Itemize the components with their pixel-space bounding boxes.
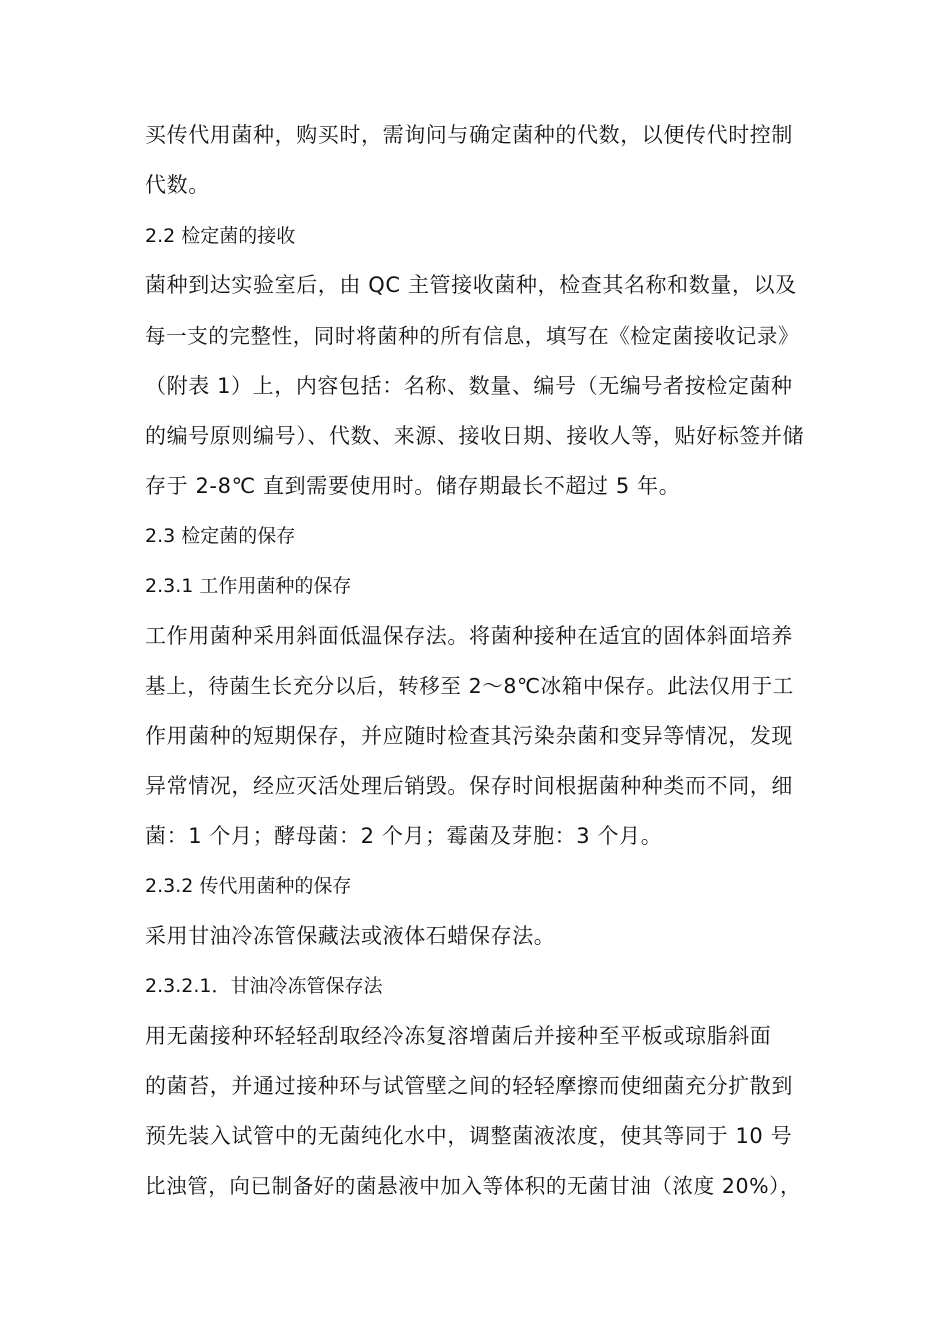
paragraph-line: 买传代用菌种，购买时，需询问与确定菌种的代数，以便传代时控制 (145, 123, 793, 147)
paragraph-line: 菌：1 个月；酵母菌：2 个月；霉菌及芽胞：3 个月。 (145, 824, 663, 848)
paragraph-line: 异常情况，经应灭活处理后销毁。保存时间根据菌种种类而不同，细 (145, 774, 793, 798)
paragraph-line: 作用菌种的短期保存，并应随时检查其污染杂菌和变异等情况，发现 (145, 724, 793, 748)
paragraph-line: 代数。 (145, 173, 210, 197)
paragraph-line: 的编号原则编号）、代数、来源、接收日期、接收人等，贴好标签并储 (145, 424, 805, 448)
paragraph-line: 存于 2-8℃ 直到需要使用时。储存期最长不超过 5 年。 (145, 474, 681, 498)
paragraph-line: 预先装入试管中的无菌纯化水中，调整菌液浓度，使其等同于 10 号 (145, 1124, 793, 1148)
paragraph-line: 基上，待菌生长充分以后，转移至 2～8℃冰箱中保存。此法仅用于工 (145, 674, 794, 698)
paragraph-line: （附表 1）上，内容包括：名称、数量、编号（无编号者按检定菌种 (145, 374, 793, 398)
paragraph-line: 工作用菌种采用斜面低温保存法。将菌种接种在适宜的固体斜面培养 (145, 624, 793, 648)
section-heading: 2.3 检定菌的保存 (145, 525, 296, 547)
paragraph-line: 用无菌接种环轻轻刮取经冷冻复溶增菌后并接种至平板或琼脂斜面 (145, 1024, 772, 1048)
paragraph-line: 采用甘油冷冻管保藏法或液体石蜡保存法。 (145, 924, 556, 948)
section-heading: 2.3.2.1．甘油冷冻管保存法 (145, 975, 383, 997)
paragraph-line: 每一支的完整性，同时将菌种的所有信息，填写在《检定菌接收记录》 (145, 324, 800, 348)
section-heading: 2.3.2 传代用菌种的保存 (145, 875, 352, 897)
paragraph-line: 比浊管，向已制备好的菌悬液中加入等体积的无菌甘油（浓度 20%）， (145, 1174, 802, 1198)
paragraph-line: 菌种到达实验室后，由 QC 主管接收菌种，检查其名称和数量，以及 (145, 273, 797, 297)
section-heading: 2.2 检定菌的接收 (145, 225, 296, 247)
section-heading: 2.3.1 工作用菌种的保存 (145, 575, 352, 597)
paragraph-line: 的菌苔，并通过接种环与试管壁之间的轻轻摩擦而使细菌充分扩散到 (145, 1074, 793, 1098)
